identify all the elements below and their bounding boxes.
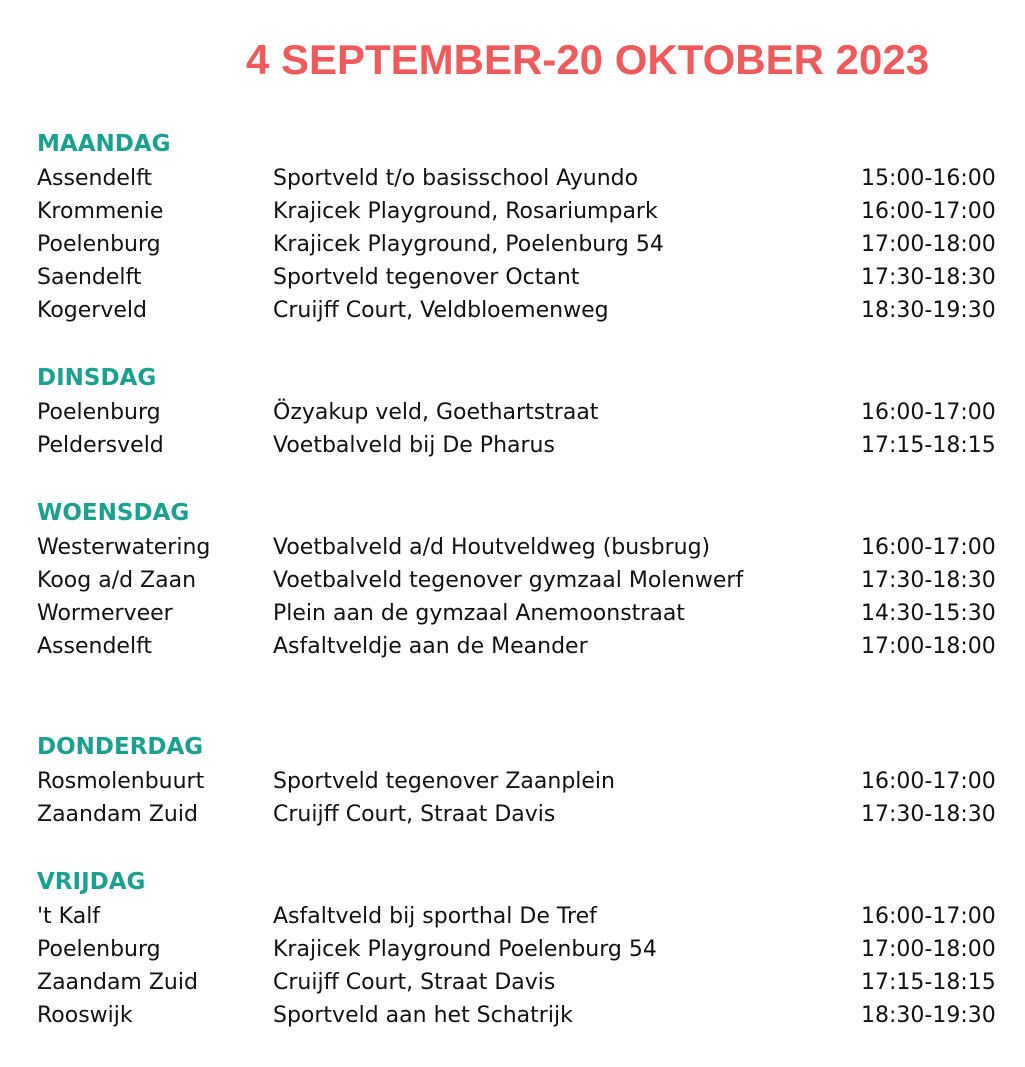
time-slot: 18:30-19:30: [861, 1003, 996, 1028]
venue-name: Asfaltveldje aan de Meander: [273, 634, 588, 659]
schedule-row: [37, 294, 1012, 327]
schedule-title: 4 SEPTEMBER-20 OKTOBER 2023: [245, 36, 930, 83]
time-slot: 17:15-18:15: [861, 970, 996, 995]
location-name: Krommenie: [37, 199, 164, 224]
location-name: Zaandam Zuid: [37, 802, 198, 827]
time-slot: 17:00-18:00: [861, 232, 996, 257]
time-slot: 16:00-17:00: [861, 769, 996, 794]
venue-name: Voetbalveld bij De Pharus: [273, 433, 555, 458]
schedule-row: [37, 999, 1012, 1032]
schedule-row: [37, 597, 1012, 630]
location-name: Westerwatering: [37, 535, 211, 560]
location-name: Rosmolenbuurt: [37, 769, 205, 794]
venue-name: Cruijff Court, Veldbloemenweg: [273, 298, 609, 323]
location-name: Wormerveer: [37, 601, 173, 626]
venue-name: Sportveld tegenover Zaanplein: [273, 769, 615, 794]
time-slot: 16:00-17:00: [861, 535, 996, 560]
schedule-row: [37, 564, 1012, 597]
schedule-row: [37, 933, 1012, 966]
venue-name: Krajicek Playground, Rosariumpark: [273, 199, 658, 224]
location-name: Saendelft: [37, 265, 142, 290]
schedule-row: [37, 630, 1012, 663]
schedule-row: [37, 162, 1012, 195]
day-heading: VRIJDAG: [37, 869, 146, 895]
location-name: Assendelft: [37, 166, 153, 191]
schedule-row: [37, 396, 1012, 429]
time-slot: 16:00-17:00: [861, 400, 996, 425]
day-section-donderdag: [37, 731, 1012, 831]
time-slot: 16:00-17:00: [861, 904, 996, 929]
time-slot: 15:00-16:00: [861, 166, 996, 191]
venue-name: Sportveld t/o basisschool Ayundo: [273, 166, 639, 191]
day-section-woensdag: [37, 497, 1012, 663]
venue-name: Sportveld tegenover Octant: [273, 265, 580, 290]
venue-name: Cruijff Court, Straat Davis: [273, 970, 556, 995]
day-heading: DONDERDAG: [37, 734, 204, 760]
venue-name: Asfaltveld bij sporthal De Tref: [273, 904, 597, 929]
venue-name: Özyakup veld, Goethartstraat: [273, 400, 599, 425]
location-name: Peldersveld: [37, 433, 164, 458]
time-slot: 16:00-17:00: [861, 199, 996, 224]
time-slot: 17:30-18:30: [861, 265, 996, 290]
venue-name: Voetbalveld tegenover gymzaal Molenwerf: [273, 568, 744, 593]
schedule-row: [37, 228, 1012, 261]
day-section-maandag: [37, 128, 1012, 327]
schedule-row: [37, 429, 1012, 462]
schedule-row: [37, 900, 1012, 933]
schedule-row: [37, 798, 1012, 831]
location-name: Koog a/d Zaan: [37, 568, 197, 593]
day-heading: WOENSDAG: [37, 500, 190, 526]
time-slot: 17:30-18:30: [861, 802, 996, 827]
day-section-dinsdag: [37, 362, 1012, 462]
location-name: Zaandam Zuid: [37, 970, 198, 995]
location-name: Assendelft: [37, 634, 153, 659]
venue-name: Sportveld aan het Schatrijk: [273, 1003, 573, 1028]
schedule-row: [37, 195, 1012, 228]
venue-name: Krajicek Playground Poelenburg 54: [273, 937, 657, 962]
schedule-sections: [37, 128, 1012, 1067]
location-name: Poelenburg: [37, 232, 161, 257]
location-name: 't Kalf: [37, 904, 101, 929]
schedule-row: [37, 531, 1012, 564]
venue-name: Voetbalveld a/d Houtveldweg (busbrug): [273, 535, 711, 560]
venue-name: Plein aan de gymzaal Anemoonstraat: [273, 601, 685, 626]
location-name: Poelenburg: [37, 937, 161, 962]
time-slot: 17:00-18:00: [861, 634, 996, 659]
schedule-row: [37, 966, 1012, 999]
schedule-row: [37, 261, 1012, 294]
time-slot: 17:15-18:15: [861, 433, 996, 458]
venue-name: Cruijff Court, Straat Davis: [273, 802, 556, 827]
location-name: Rooswijk: [37, 1003, 133, 1028]
time-slot: 17:00-18:00: [861, 937, 996, 962]
day-heading: MAANDAG: [37, 131, 171, 157]
day-heading: DINSDAG: [37, 365, 157, 391]
schedule-row: [37, 765, 1012, 798]
location-name: Kogerveld: [37, 298, 147, 323]
day-section-vrijdag: [37, 866, 1012, 1032]
venue-name: Krajicek Playground, Poelenburg 54: [273, 232, 664, 257]
time-slot: 18:30-19:30: [861, 298, 996, 323]
time-slot: 14:30-15:30: [861, 601, 996, 626]
time-slot: 17:30-18:30: [861, 568, 996, 593]
location-name: Poelenburg: [37, 400, 161, 425]
